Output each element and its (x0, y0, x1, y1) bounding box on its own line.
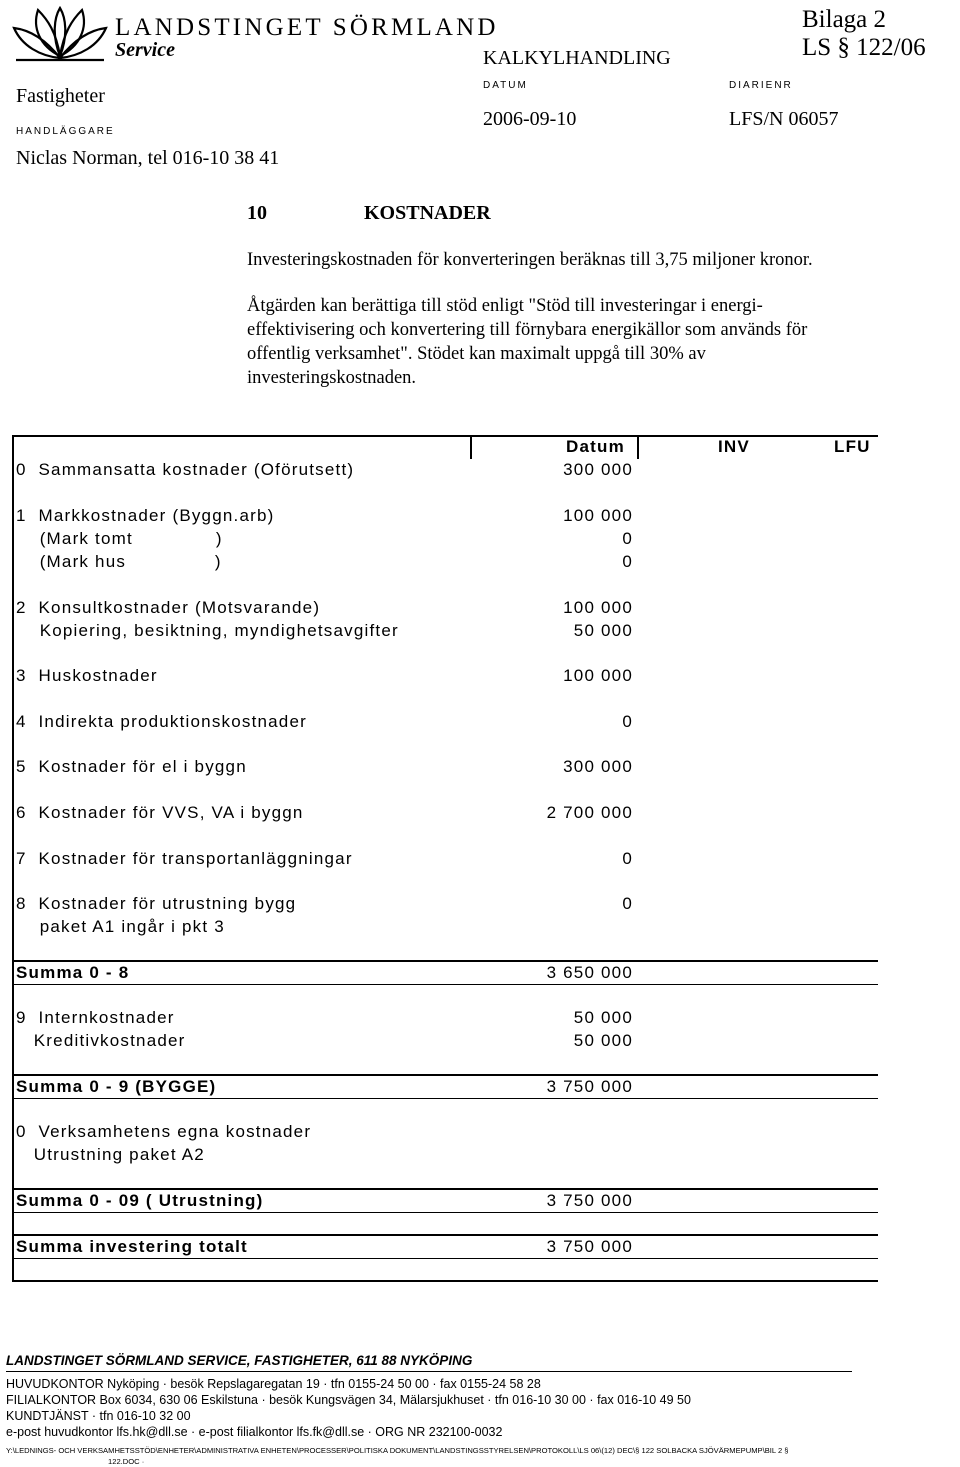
summary-value: 3 750 000 (546, 1077, 633, 1096)
table-row-value: 0 (622, 712, 633, 731)
summary-value: 3 650 000 (546, 963, 633, 982)
table-row-value: 2 700 000 (546, 803, 633, 822)
table-row-value: 50 000 (573, 1031, 633, 1050)
summary-rule (12, 1074, 878, 1076)
table-row-label: 9 Internkostnader (16, 1008, 175, 1027)
org-name: LANDSTINGET SÖRMLAND (115, 14, 499, 41)
paragraph-line: Åtgärden kan berättiga till stöd enligt "Stöd till investeringar i energi- (247, 296, 763, 316)
footer-line: e-post huvudkontor lfs.hk@dll.se · e-post filialkontor lfs.fk@dll.se · ORG NR 232100-0032 (6, 1425, 503, 1439)
summary-rule (12, 1188, 878, 1190)
file-path: 122.DOC · (108, 1457, 145, 1466)
table-row-label: paket A1 ingår i pkt 3 (16, 917, 225, 936)
table-row-value: 100 000 (563, 506, 633, 525)
handlaggare-value: Niclas Norman, tel 016-10 38 41 (16, 147, 280, 169)
table-row-label: Utrustning paket A2 (16, 1145, 205, 1164)
column-header-datum: Datum (566, 437, 625, 456)
table-row-label: 0 Sammansatta kostnader (Oförutsett) (16, 460, 355, 479)
section-title: KOSTNADER (364, 202, 491, 224)
org-subtitle: Service (115, 39, 175, 61)
footer-line: FILIALKONTOR Box 6034, 630 06 Eskilstuna · besök Kungsvägen 34, Mälarsjukhuset · tfn 016-10 30 00 · fax 016-10 49 50 (6, 1393, 691, 1407)
footer-title: LANDSTINGET SÖRMLAND SERVICE, FASTIGHETER, 611 88 NYKÖPING (6, 1353, 473, 1368)
document-type: KALKYLHANDLING (483, 47, 671, 69)
paragraph-line: offentlig verksamhet". Stödet kan maximalt uppgå till 30% av (247, 344, 706, 364)
summary-label: Summa 0 - 09 ( Utrustning) (16, 1191, 264, 1210)
table-row-value: 100 000 (563, 666, 633, 685)
diarienr-value: LFS/N 06057 (729, 108, 839, 130)
column-header-lfu: LFU (834, 437, 871, 456)
table-row-label: (Mark hus ) (16, 552, 222, 571)
footer-line: HUVUDKONTOR Nyköping · besök Repslagaregatan 19 · tfn 0155-24 50 00 · fax 0155-24 58 28 (6, 1377, 541, 1391)
table-row-label: 5 Kostnader för el i byggn (16, 757, 247, 776)
table-row-value: 0 (622, 894, 633, 913)
ls-reference: LS § 122/06 (802, 34, 926, 61)
section-number: 10 (247, 202, 267, 224)
header-datum-left-border (470, 435, 472, 459)
datum-value: 2006-09-10 (483, 108, 577, 130)
table-row-label: 4 Indirekta produktionskostnader (16, 712, 307, 731)
footer-rule (6, 1371, 852, 1372)
table-row-value: 0 (622, 552, 633, 571)
summary-rule (12, 1258, 878, 1259)
summary-rule (12, 984, 878, 985)
summary-label: Summa 0 - 9 (BYGGE) (16, 1077, 217, 1096)
table-bottom-border (12, 1280, 878, 1282)
summary-rule (12, 1234, 878, 1236)
summary-rule (12, 960, 878, 962)
table-row-value: 50 000 (573, 1008, 633, 1027)
table-row-value: 100 000 (563, 598, 633, 617)
column-header-inv: INV (718, 437, 750, 456)
table-row-label: 8 Kostnader för utrustning bygg (16, 894, 297, 913)
summary-value: 3 750 000 (546, 1191, 633, 1210)
table-left-border (12, 435, 14, 1281)
table-row-label: Kreditivkostnader (16, 1031, 186, 1050)
paragraph-line: effektivisering och konvertering till förnybara energikällor som används för (247, 320, 808, 340)
handlaggare-label: HANDLÄGGARE (16, 126, 115, 137)
table-row-label: 6 Kostnader för VVS, VA i byggn (16, 803, 304, 822)
table-row-label: 3 Huskostnader (16, 666, 158, 685)
table-row-value: 300 000 (563, 460, 633, 479)
footer-line: KUNDTJÄNST · tfn 016-10 32 00 (6, 1409, 191, 1423)
total-label: Summa investering totalt (16, 1237, 248, 1256)
department: Fastigheter (16, 85, 105, 107)
table-row-value: 0 (622, 529, 633, 548)
table-row-value: 0 (622, 849, 633, 868)
summary-rule (12, 1212, 878, 1213)
total-value: 3 750 000 (546, 1237, 633, 1256)
paragraph-line: investeringskostnaden. (247, 368, 417, 388)
table-row-label: 1 Markkostnader (Byggn.arb) (16, 506, 275, 525)
table-row-value: 50 000 (573, 621, 633, 640)
table-row-label: Kopiering, besiktning, myndighetsavgifter (16, 621, 399, 640)
header-datum-right-border (637, 435, 639, 459)
datum-label: DATUM (483, 80, 528, 91)
summary-rule (12, 1098, 878, 1099)
table-row-value: 300 000 (563, 757, 633, 776)
bilaga-label: Bilaga 2 (802, 6, 887, 33)
paragraph-intro: Investeringskostnaden för konverteringen beräknas till 3,75 miljoner kronor. (247, 250, 813, 270)
tulip-logo-icon (10, 6, 110, 62)
table-row-label: (Mark tomt ) (16, 529, 223, 548)
diarienr-label: DIARIENR (729, 80, 793, 91)
file-path: Y:\LEDNINGS- OCH VERKSAMHETSSTÖD\ENHETER\ADMINISTRATIVA ENHETEN\PROCESSER\POLITISKA DOKUMENT\LANDSTINGSSTYRELSEN\PROTOKOLL\LS 06\(12) DEC\§ 122 SOLBACKA SJÖVÄRMEPUMP\BIL 2 § (6, 1446, 789, 1455)
table-row-label: 7 Kostnader för transportanläggningar (16, 849, 353, 868)
table-row-label: 2 Konsultkostnader (Motsvarande) (16, 598, 321, 617)
table-row-label: 0 Verksamhetens egna kostnader (16, 1122, 312, 1141)
summary-label: Summa 0 - 8 (16, 963, 130, 982)
